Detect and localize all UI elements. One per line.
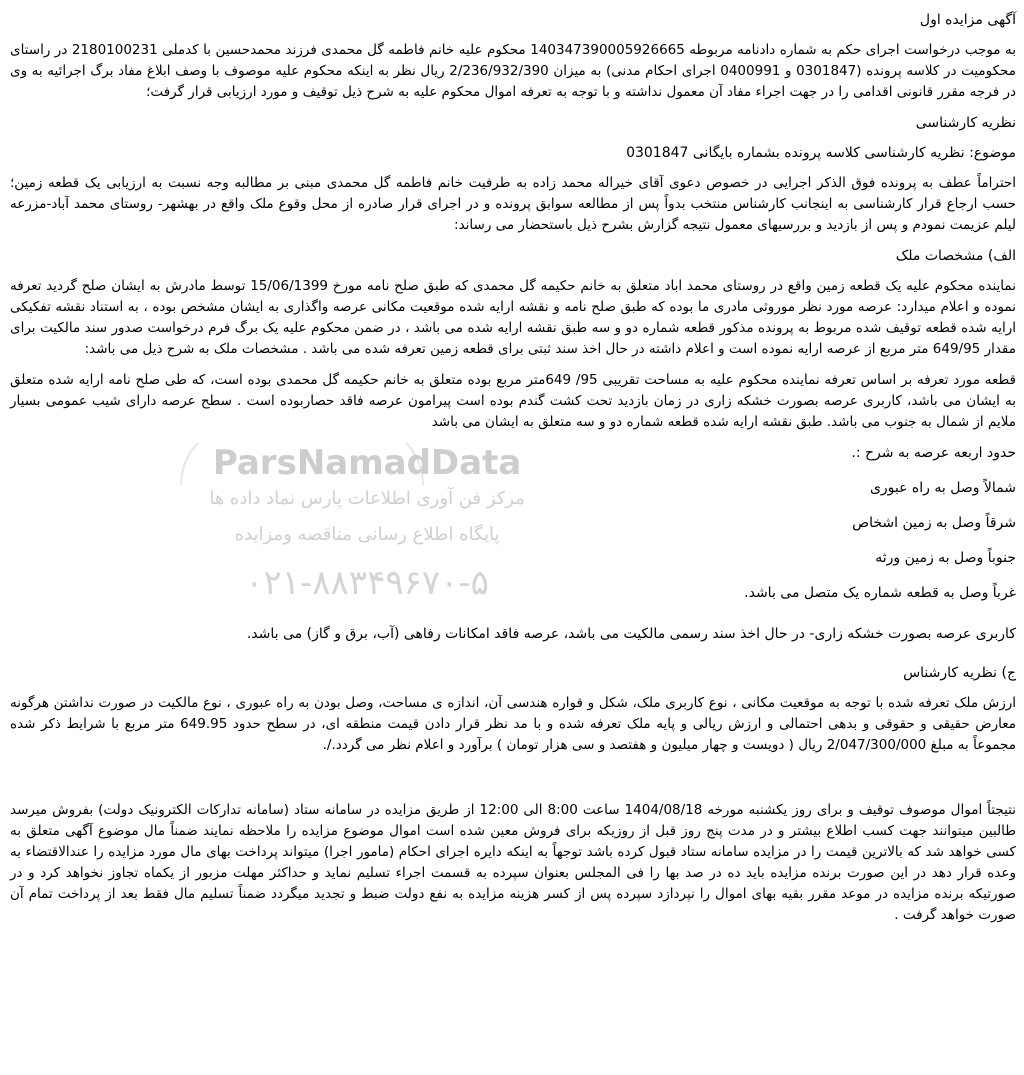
subject-line: موضوع: نظریه کارشناسی کلاسه پرونده بشماره بایگانی 0301847 <box>626 145 1016 161</box>
watermark-brand: ParsNamadData <box>212 443 522 483</box>
intro-paragraph: به موجب درخواست اجرای حکم به شماره دادنامه مربوطه 140347390005926665 محکوم علیه خانم فاطمه گل محمدی فرزند محمدحسین با کدملی 2180100231 در راستای محکومیت در کلاسه پرونده (0301847 و 0400991 اجرای احکام مدنی) به میزان 2/236/932/390 ریال نظر به اینکه محکوم علیه موصوف با وصف ابلاغ مفاد برگ اجرائیه به وی در فرجه مقرر قانونی اقدامی را در جهت اجراء مفاد آن معمول نداشته و با توجه به تعرفه اموال محکوم علیه به شرح ذیل توقیف و مورد ارزیابی قرار گرفت؛ <box>10 42 1017 100</box>
section-c-paragraph: ارزش ملک تعرفه شده با توجه به موقعیت مکانی ، نوع کاربری ملک، شکل و قواره هندسی آن، اندازه ی مساحت، وصل بودن به راه عبوری ، نوع مالکیت در صورت نداشتن هرگونه معارض حقیقی و حقوقی و بدهی احتمالی و ارزش ریالی و پایه ملک تعرفه شده و با مد نظر قرار دادن قیمت منطقه ای، در سطح حدود 649.95 متر مربع با شرایط ذکر شده مجموعاً به مبلغ 2/047/300/000 ریال ( دویست و چهار میلیون و هفتصد و سی هزار تومان ) برآورد و اعلام نظر می گردد./. <box>10 695 1016 753</box>
conclusion-paragraph: نتیجتاً اموال موصوف توقیف و برای روز یکشنبه مورخه 1404/08/18 ساعت 8:00 الی 12:00 از طریق مزایده در سامانه ستاد (سامانه تدارکات الکترونیک دولت) بفروش میرسد طالبین میتوانند جهت کسب اطلاع بیشتر و در مدت پنج روز قبل از روزیکه برای فروش معین شده است اموال موضوع مزایده را ملاحظه نمایند ضمناً مال موضوع آگهی متعلق به کسی خواهد شد که بالاترین قیمت را در مزایده سامانه ستاد قبول کرده باشد توجهاً به اینکه دایره اجرای احکام (مامور اجرا) میتواند پرداخت بهای مال مورد مزایده را عندالاقتضاء به وعده قرار دهد در این صورت برنده مزایده باید ده در صد بها را فی المجلس بعنوان سپرده به قسمت اجراء تسلیم نماید و حداکثر مهلت مزبور از یکماه تجاوز نخواهد کرد و در صورتیکه برنده مزایده در موعد مقرر بقیه بهای اموال را نپردازد سپرده پس از کسر هزینه مزایده به نفع دولت ضبط و تجدید میگردد ضمناً تسلیم مال فقط بعد از پرداخت تمام آن صورت خواهد گرفت . <box>10 802 1016 923</box>
boundary-east: شرقاً وصل به زمین اشخاص <box>852 515 1016 531</box>
spacer <box>10 766 1016 800</box>
watermark-line1: مرکز فن آوری اطلاعات پارس نماد داده ها <box>209 488 525 509</box>
boundaries-section <box>10 443 1016 618</box>
watermark-line2: پایگاه اطلاع رسانی مناقصه ومزایده <box>234 524 500 545</box>
boundary-north: شمالاً وصل به راه عبوری <box>869 480 1016 496</box>
usage-line: کاربری عرصه بصورت خشکه زاری- در حال اخذ سند رسمی مالکیت می باشد، عرصه فاقد امکانات رفاهی (آب، برق و گاز) می باشد. <box>246 626 1016 642</box>
section-a-heading: الف) مشخصات ملک <box>895 248 1016 264</box>
boundaries-list <box>744 443 1016 618</box>
section-a-paragraph-2: قطعه مورد تعرفه بر اساس تعرفه نماینده محکوم علیه به مساحت تقریبی 95/ 649متر مربع بوده متعلق به خانم حکیمه گل محمدی بوده است، که طی صلح نامه ارایه شده متعلق به ایشان می باشد، کاربری عرصه بصورت خشکه زاری در زمان بازدید تحت کشت گندم بوده است پیرامون عرصه فاقد حصاربوده است . سطح عرصه دارای شیب عمومی بسیار ملایم از شمال به جنوب می باشد. طبق نقشه ارایه شده قطعه شماره دو و سه متعلق به ایشان می باشد <box>10 372 1017 430</box>
section-c-heading: ج) نظریه کارشناس <box>903 665 1016 681</box>
section-a-paragraph-1: نماینده محکوم علیه یک قطعه زمین واقع در روستای محمد اباد متعلق به خانم حکیمه گل محمدی که طبق صلح نامه مورخ 15/06/1399 توسط مادرش به ایشان صلح گردید تعرفه نموده و اعلام میدارد: عرصه مورد نظر موروثی مادری ما بوده که طبق صلح نامه و نقشه ارایه شده موقعیت مکانی عرصه واگذاری به ایشان مشخص بوده ، به استناد نقشه تفکیکی ارایه شده قطعه توقیف شده مربوط به پرونده مذکور قطعه شماره دو و سه طبق نقشه ارایه شده می باشد ، در ضمن محکوم علیه یک برگ فرم درخواست صدور سند مالکیت برای مقدار 649/95 متر مربع از عرصه ارایه نموده است و اعلام داشته در حال اخذ سند ثبتی برای قطعه زمین تعرفه شده می باشد . مشخصات ملک به شرح ذیل می باشد: <box>10 278 1016 357</box>
watermark-phone: ۰۲۱-۸۸۳۴۹۶۷۰-۵ <box>245 563 489 603</box>
notice-title: آگهی مزایده اول <box>919 12 1016 28</box>
boundary-west: غرباً وصل به قطعه شماره یک متصل می باشد. <box>744 585 1016 601</box>
boundaries-heading: حدود اربعه عرصه به شرح :. <box>851 445 1016 461</box>
boundary-south: جنوباً وصل به زمین ورثه <box>875 550 1016 566</box>
watermark <box>10 443 724 613</box>
expert-heading: نظریه کارشناسی <box>915 115 1016 131</box>
expert-intro-paragraph: احتراماً عطف به پرونده فوق الذکر اجرایی در خصوص دعوی آقای خیراله محمد زاده به طرفیت خانم فاطمه گل محمدی مبنی بر مطالبه وجه نسبت به ارزیابی یک قطعه زمین؛ حسب ارجاع قرار کارشناسی به اینجانب کارشناس منتخب بدواً پس از مطالعه سوابق پرونده و در اجرای قرار صادره از محل وقوع ملک واقع در بهشهر- روستای محمد آباد-مزرعه لیلم عزیمت نمودم و پس از بازدید و بررسیهای معمول نتیجه گزارش بشرح ذیل باستحضار می رساند: <box>10 175 1016 233</box>
